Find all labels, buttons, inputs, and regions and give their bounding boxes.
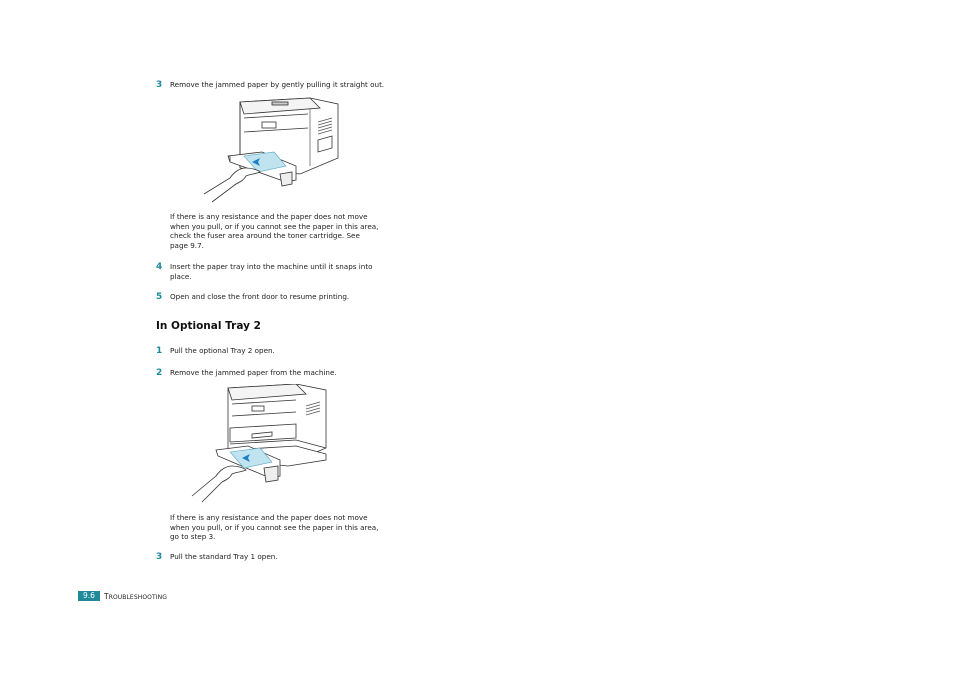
step-number: 3 bbox=[156, 80, 163, 90]
footer-section-rest: ROUBLESHOOTING bbox=[108, 594, 167, 601]
step-number: 2 bbox=[156, 368, 163, 378]
step-3-pull-tray1 bbox=[156, 552, 400, 562]
step-2-remove-paper bbox=[156, 368, 400, 378]
footer-section-title bbox=[104, 592, 167, 601]
step-text bbox=[170, 262, 400, 281]
footer-section-initial: T bbox=[104, 592, 109, 601]
step-4-insert-tray bbox=[156, 262, 400, 281]
step-text: Remove the jammed paper by gently pulling it straight out. bbox=[170, 80, 385, 89]
note-line: If there is any resistance and the paper does not move bbox=[170, 513, 368, 522]
step-text: Open and close the front door to resume printing. bbox=[170, 292, 350, 301]
note-line: when you pull, or if you cannot see the paper in this area, bbox=[170, 221, 379, 231]
note-line: If there is any resistance and the paper does not move bbox=[170, 212, 368, 221]
step-text: Pull the optional Tray 2 open. bbox=[170, 346, 275, 355]
figure-jammed-paper-tray1 bbox=[200, 96, 345, 206]
hand-illustration bbox=[204, 168, 260, 202]
note-line: go to step 3. bbox=[170, 532, 216, 542]
note-resistance-1 bbox=[170, 212, 400, 250]
step-3-remove-jammed-paper bbox=[156, 80, 400, 90]
step-text: Remove the jammed paper from the machine. bbox=[170, 368, 337, 377]
step-text-line: Insert the paper tray into the machine until it snaps into bbox=[170, 262, 373, 271]
step-number: 4 bbox=[156, 262, 163, 272]
step-1-pull-tray2 bbox=[156, 346, 400, 356]
note-line: page 9.7. bbox=[170, 240, 204, 250]
page-number-badge: 9.6 bbox=[78, 591, 100, 601]
step-number: 5 bbox=[156, 292, 163, 302]
figure-jammed-paper-tray2 bbox=[188, 384, 333, 504]
note-resistance-2 bbox=[170, 513, 400, 542]
step-number: 3 bbox=[156, 552, 163, 562]
hand-illustration bbox=[192, 466, 246, 502]
step-5-open-close-door bbox=[156, 292, 400, 302]
step-number: 1 bbox=[156, 346, 163, 356]
note-line: check the fuser area around the toner cartridge. See bbox=[170, 231, 360, 241]
step-text-line: place. bbox=[170, 271, 192, 281]
step-text: Pull the standard Tray 1 open. bbox=[170, 552, 278, 561]
note-line: when you pull, or if you cannot see the paper in this area, bbox=[170, 522, 379, 532]
section-heading: In Optional Tray 2 bbox=[156, 320, 261, 332]
